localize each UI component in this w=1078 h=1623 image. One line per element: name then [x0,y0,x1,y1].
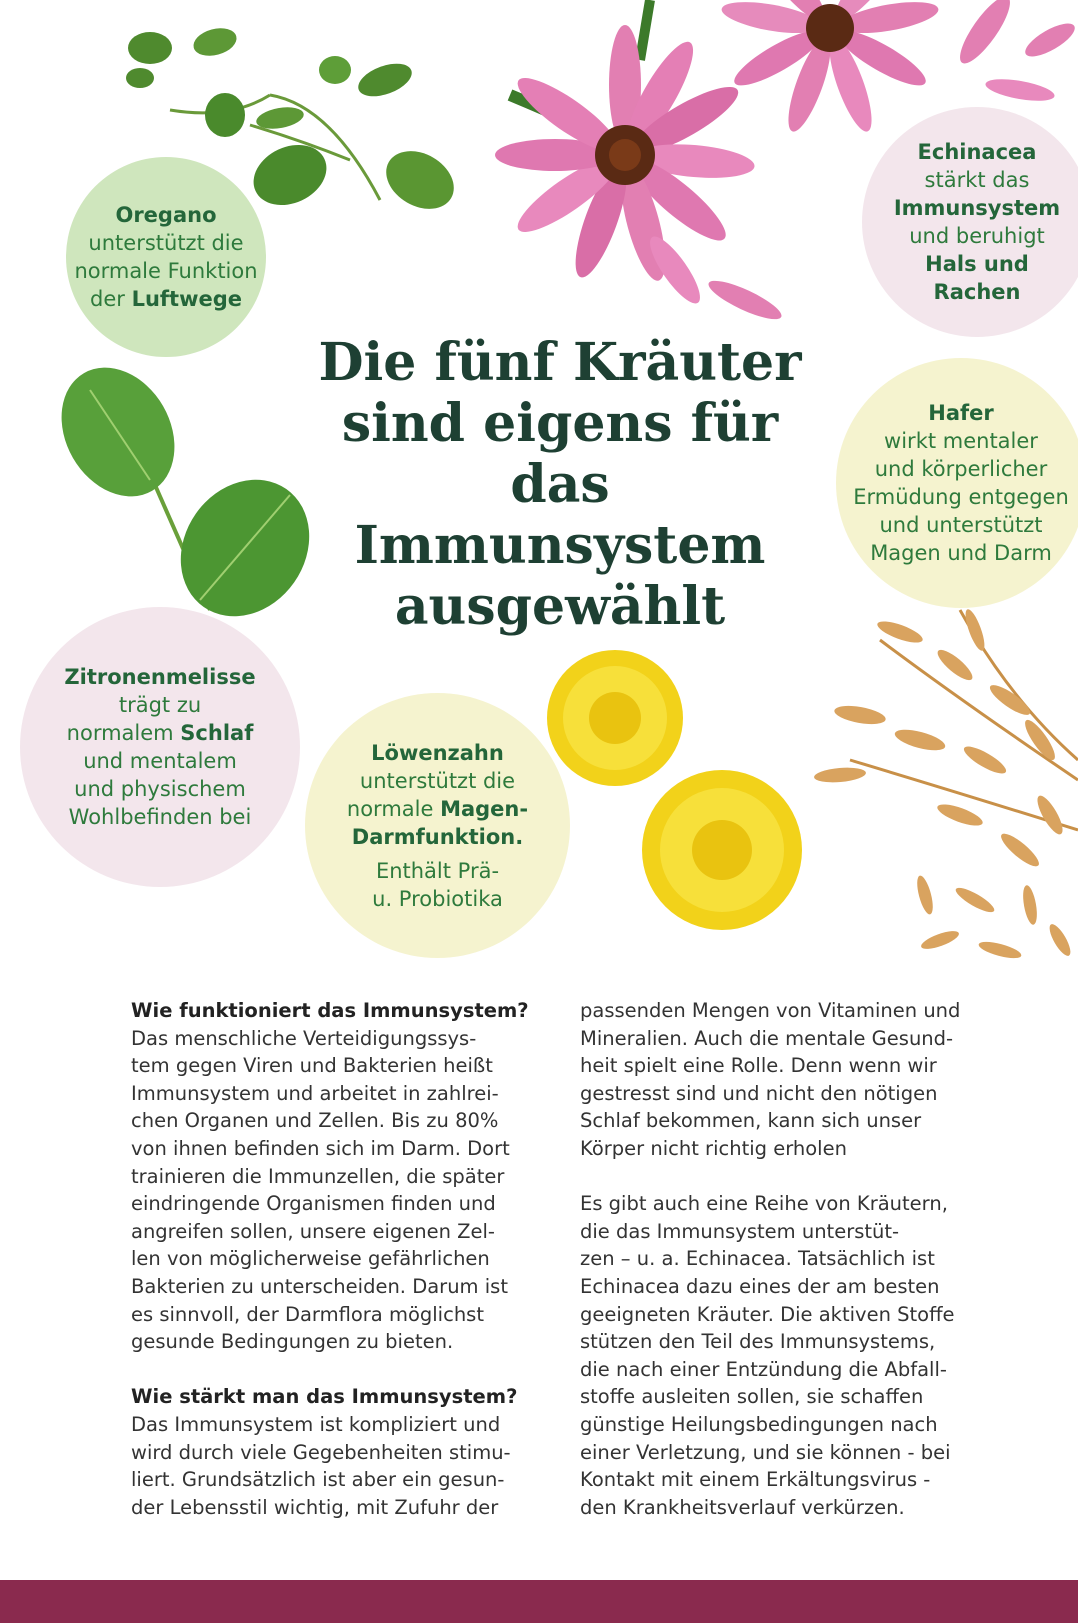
hafer-line: und körperlicher [874,457,1048,481]
loewenzahn-line: Enthält Prä- [375,858,500,883]
echinacea-line: und beruhigt [909,224,1045,248]
text-line: angreifen sollen, unsere eigenen Zel- [131,1219,495,1243]
text-line: passenden Mengen von Vitaminen und [580,999,961,1022]
text-line: Echinacea dazu eines der am besten [580,1274,940,1298]
section-heading: Wie funktioniert das Immunsystem? [131,999,529,1022]
text-line: Körper nicht richtig erholen [580,1136,847,1160]
page-title [300,332,820,637]
footer-bar [0,1580,1078,1623]
hafer-name: Hafer [928,401,994,425]
text-line: von ihnen befinden sich im Darm. Dort [131,1136,510,1160]
echinacea-line: Rachen [933,280,1021,304]
echinacea-name: Echinacea [917,140,1037,164]
text-line: Das Immunsystem ist kompliziert und [131,1412,501,1436]
title-line: sind eigens für [341,393,779,454]
text-line: stoffe ausleiten sollen, sie schaffen [580,1385,924,1409]
lemon-balm-illustration [39,347,335,641]
echinacea-line: Hals und [925,252,1029,276]
zitronenmelisse-line: Wohlbefinden bei [68,805,252,829]
text-line: Immunsystem und arbeitet in zahlrei- [131,1081,499,1105]
text-line: liert. Grundsätzlich ist aber ein gesun- [131,1468,505,1492]
title-line: Die fünf Kräuter [318,332,802,393]
text-line: der Lebensstil wichtig, mit Zufuhr der [131,1495,499,1519]
text-line: Bakterien zu unterscheiden. Darum ist [131,1274,508,1298]
text-line: Mineralien. Auch die mentale Gesund- [580,1026,954,1050]
text-line: heit spielt eine Rolle. Denn wenn wir [580,1054,937,1078]
echinacea-line: stärkt das [924,168,1030,192]
loewenzahn-line: unterstützt die [359,768,516,793]
zitronenmelisse-name: Zitronenmelisse [64,665,256,689]
zitronenmelisse-line: und physischem [74,777,246,801]
text-line: gestresst sind und nicht den nötigen [580,1081,938,1105]
text-line: eindringende Organismen finden und [131,1192,496,1216]
oats-illustration [813,607,1078,961]
zitronenmelisse-line: trägt zu [118,693,202,717]
text-line: wird durch viele Gegebenheiten stimu- [131,1440,511,1464]
text-line: Kontakt mit einem Erkältungsvirus - [580,1468,931,1492]
text-line: Das menschliche Verteidigungssys- [131,1026,477,1050]
text-line: zen – u. a. Echinacea. Tatsächlich ist [580,1247,935,1271]
title-line: das Immunsystem [354,454,766,576]
text-line: tem gegen Viren und Bakterien heißt [131,1054,493,1078]
loewenzahn-circle [305,693,570,958]
loewenzahn-line: normale Magen- [346,796,529,821]
text-line: einer Verletzung, und sie können - bei [580,1440,951,1464]
dandelion-illustration [547,650,802,930]
text-line: Schlaf bekommen, kann sich unser [580,1109,922,1133]
left-column [131,997,571,1521]
text-line: gesunde Bedingungen zu bieten. [131,1330,454,1354]
paragraph [131,1411,571,1521]
paragraph [131,1025,571,1356]
text-line: günstige Heilungsbedingungen nach [580,1412,938,1436]
hafer-line: Ermüdung entgegen [853,485,1069,509]
echinacea-line: Immunsystem [893,196,1061,220]
text-line: es sinnvoll, der Darmflora möglichst [131,1302,484,1326]
hafer-line: und unterstützt [879,513,1043,537]
zitronenmelisse-line: und mentalem [83,749,237,773]
text-line: Es gibt auch eine Reihe von Kräutern, [580,1192,948,1216]
zitronenmelisse-circle [20,607,300,887]
text-line: geeigneten Kräuter. Die aktiven Stoffe [580,1302,955,1326]
text-line: den Krankheitsverlauf verkürzen. [580,1495,905,1519]
text-line: chen Organen und Zellen. Bis zu 80% [131,1109,499,1133]
paragraph [580,1190,1020,1521]
loewenzahn-line: u. Probiotika [372,886,503,911]
oregano-circle [66,157,266,357]
text-line: trainieren die Immunzellen, die später [131,1164,505,1188]
text-line: len von möglicherweise gefährlichen [131,1247,490,1271]
oregano-line: unterstützt die [88,231,244,255]
paragraph [580,997,1020,1163]
text-line: die nach einer Entzündung die Abfall- [580,1357,947,1381]
hafer-line: wirkt mentaler [884,429,1038,453]
oregano-line: normale Funktion [74,259,258,283]
zitronenmelisse-line: normalem Schlaf [66,721,254,745]
hafer-circle [836,358,1078,608]
oregano-line: der Luftwege [90,287,242,311]
loewenzahn-line: Darmfunktion. [351,824,524,849]
hafer-line: Magen und Darm [870,541,1052,565]
oregano-name: Oregano [115,203,217,227]
text-line: die das Immunsystem unterstüt- [580,1219,900,1243]
text-line: stützen den Teil des Immunsystems, [580,1330,936,1354]
echinacea-circle [862,107,1078,337]
loewenzahn-name: Löwenzahn [371,740,504,765]
right-column [580,997,1020,1521]
section-heading: Wie stärkt man das Immunsystem? [131,1385,518,1409]
title-line: ausgewählt [394,576,726,637]
